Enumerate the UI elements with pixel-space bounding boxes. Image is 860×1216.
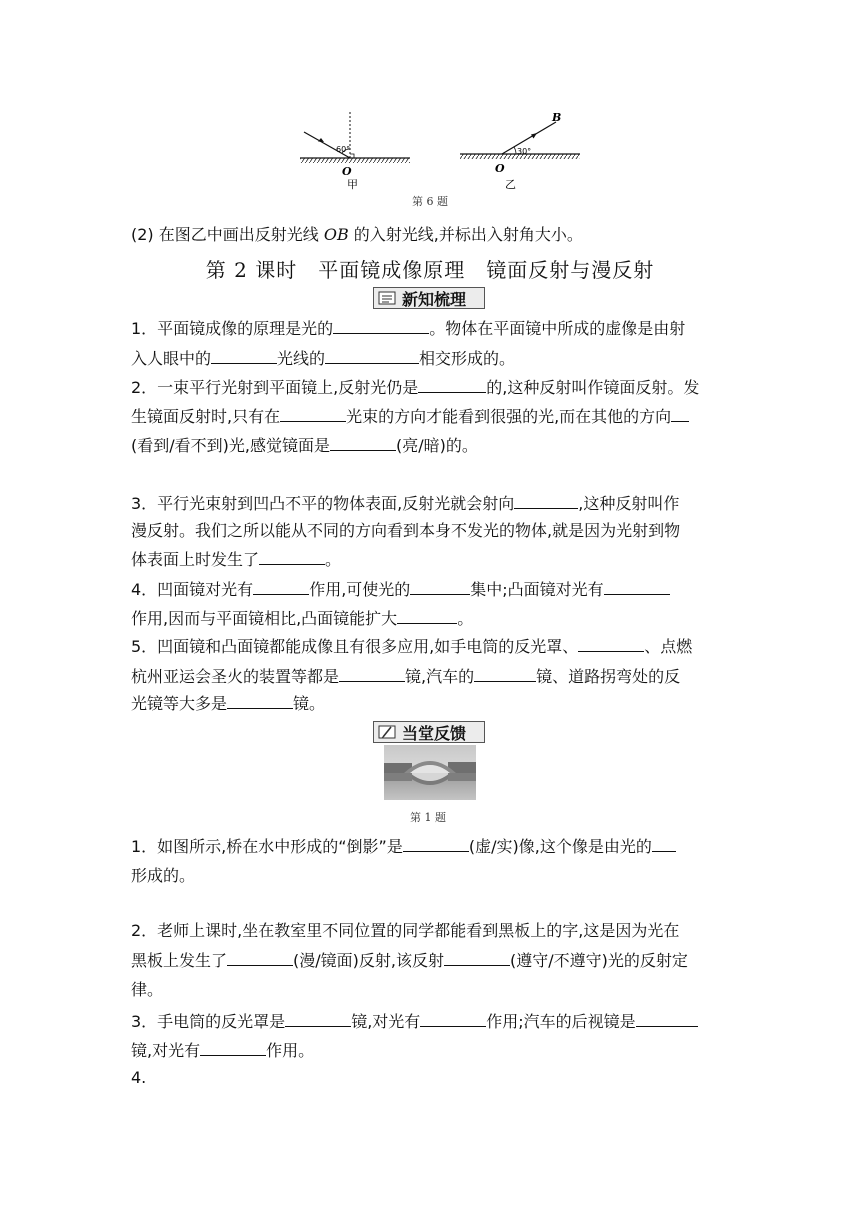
s2-q3-line-1 [131, 1011, 698, 1032]
text: 漫反射。我们之所以能从不同的方向看到本身不发光的物体,就是因为光射到物 [131, 521, 681, 540]
text: 镜,对光有 [351, 1012, 421, 1031]
q2-text-ob: OB [323, 225, 349, 244]
answer-blank[interactable] [671, 406, 689, 422]
text: 律。 [131, 980, 164, 999]
s1-line-12 [131, 666, 680, 687]
text: 。 [325, 550, 342, 569]
answer-blank[interactable] [333, 318, 429, 334]
text: 4. [131, 1068, 147, 1087]
text: 形成的。 [131, 866, 196, 885]
s2-q1-line-1 [131, 836, 676, 857]
figure-label-jia: 甲 [347, 178, 358, 191]
answer-blank[interactable] [280, 406, 346, 422]
section-title-2: 当堂反馈 [402, 723, 467, 743]
point-label-o-right: O [495, 162, 505, 175]
point-label-b: B [552, 111, 562, 124]
answer-blank[interactable] [474, 666, 536, 682]
answer-blank[interactable] [652, 836, 676, 852]
bridge-reflection-photo [384, 745, 476, 800]
answer-blank[interactable] [578, 636, 644, 652]
section-badge-feedback [373, 721, 485, 743]
pen-icon [378, 724, 396, 740]
answer-blank[interactable] [285, 1011, 351, 1027]
s1-line-8 [131, 549, 341, 570]
answer-blank[interactable] [259, 549, 325, 565]
answer-blank[interactable] [227, 950, 293, 966]
angle-label-60: 60° [336, 145, 351, 154]
text: 光束的方向才能看到很强的光,而在其他的方向 [346, 407, 672, 426]
s2-q2-line-2 [131, 950, 688, 971]
figure-6-caption: 第 6 题 [412, 195, 448, 208]
s1-line-3 [131, 377, 699, 398]
text: ,这种反射叫作 [578, 494, 680, 513]
answer-blank[interactable] [339, 666, 405, 682]
text: 1．如图所示,桥在水中形成的“倒影”是 [131, 837, 403, 856]
s2-q4 [131, 1068, 146, 1088]
text: (看到/看不到)光,感觉镜面是 [131, 436, 330, 455]
figure-label-yi: 乙 [505, 178, 516, 191]
text: 。 [457, 609, 474, 628]
text: 镜,汽车的 [405, 667, 475, 686]
s1-line-5 [131, 435, 478, 456]
text: 。物体在平面镜中所成的虚像是由射 [429, 319, 686, 338]
text: 光镜等大多是 [131, 694, 228, 713]
s1-line-9 [131, 579, 670, 600]
text: (遵守/不遵守)光的反射定 [509, 951, 688, 970]
text: 3．手电筒的反光罩是 [131, 1012, 286, 1031]
s2-q2-line-1 [131, 921, 679, 941]
prev-question-2 [131, 225, 583, 245]
text: 2．老师上课时,坐在教室里不同位置的同学都能看到黑板上的字,这是因为光在 [131, 921, 680, 940]
section-badge-new-knowledge [373, 287, 485, 309]
text: 生镜面反射时,只有在 [131, 407, 281, 426]
answer-blank[interactable] [444, 950, 510, 966]
answer-blank[interactable] [410, 579, 470, 595]
answer-blank[interactable] [253, 579, 309, 595]
answer-blank[interactable] [330, 435, 396, 451]
text: 5．凹面镜和凸面镜都能成像且有很多应用,如手电筒的反光罩、 [131, 637, 579, 656]
text: 杭州亚运会圣火的装置等都是 [131, 667, 340, 686]
text: (亮/暗)的。 [395, 436, 478, 455]
text: 镜,对光有 [131, 1041, 201, 1060]
answer-blank[interactable] [604, 579, 670, 595]
text: 作用,因而与平面镜相比,凸面镜能扩大 [131, 609, 398, 628]
answer-blank[interactable] [325, 348, 419, 364]
section-title-1: 新知梳理 [402, 289, 467, 309]
answer-blank[interactable] [397, 608, 457, 624]
answer-blank[interactable] [200, 1040, 266, 1056]
answer-blank[interactable] [227, 693, 293, 709]
text: 的,这种反射叫作镜面反射。发 [486, 378, 700, 397]
text: 集中;凸面镜对光有 [470, 580, 604, 599]
lesson-title: 第 2 课时 平面镜成像原理 镜面反射与漫反射 [205, 258, 655, 282]
answer-blank[interactable] [403, 836, 469, 852]
s1-line-7 [131, 521, 680, 541]
s1-line-11 [131, 636, 692, 657]
q2-text-pre: (2) 在图乙中画出反射光线 [131, 225, 324, 244]
text: 作用,可使光的 [309, 580, 411, 599]
answer-blank[interactable] [514, 493, 578, 509]
q2-text-post: 的入射光线,并标出入射角大小。 [348, 225, 583, 244]
answer-blank[interactable] [211, 348, 277, 364]
text: 作用;汽车的后视镜是 [486, 1012, 636, 1031]
text: 黑板上发生了 [131, 951, 228, 970]
book-icon [378, 290, 396, 306]
answer-blank[interactable] [636, 1011, 698, 1027]
text: 镜、道路拐弯处的反 [536, 667, 681, 686]
s1-line-4 [131, 406, 689, 427]
text: 光线的 [277, 349, 326, 368]
s1-line-13 [131, 693, 325, 714]
s1-line-2 [131, 348, 515, 369]
text: 2．一束平行光射到平面镜上,反射光仍是 [131, 378, 419, 397]
text: 1．平面镜成像的原理是光的 [131, 319, 334, 338]
angle-label-30: 30° [517, 147, 532, 156]
text: 体表面上时发生了 [131, 550, 260, 569]
text: 镜。 [293, 694, 326, 713]
s2-q3-line-2 [131, 1040, 314, 1061]
answer-blank[interactable] [418, 377, 486, 393]
text: 、点燃 [644, 637, 693, 656]
s2-q2-line-3 [131, 980, 163, 1000]
photo-caption: 第 1 题 [410, 811, 446, 824]
text: 3．平行光束射到凹凸不平的物体表面,反射光就会射向 [131, 494, 515, 513]
mirror-jia [300, 112, 410, 163]
text: 相交形成的。 [419, 349, 516, 368]
text: (漫/镜面)反射,该反射 [293, 951, 444, 970]
text: 4．凹面镜对光有 [131, 580, 254, 599]
text: 作用。 [266, 1041, 315, 1060]
answer-blank[interactable] [420, 1011, 486, 1027]
point-label-o-left: O [342, 165, 352, 178]
text: 入人眼中的 [131, 349, 212, 368]
s1-line-1 [131, 318, 685, 339]
s2-q1-line-2 [131, 866, 195, 886]
text: (虚/实)像,这个像是由光的 [468, 837, 652, 856]
s1-line-10 [131, 608, 473, 629]
s1-line-6 [131, 493, 679, 514]
